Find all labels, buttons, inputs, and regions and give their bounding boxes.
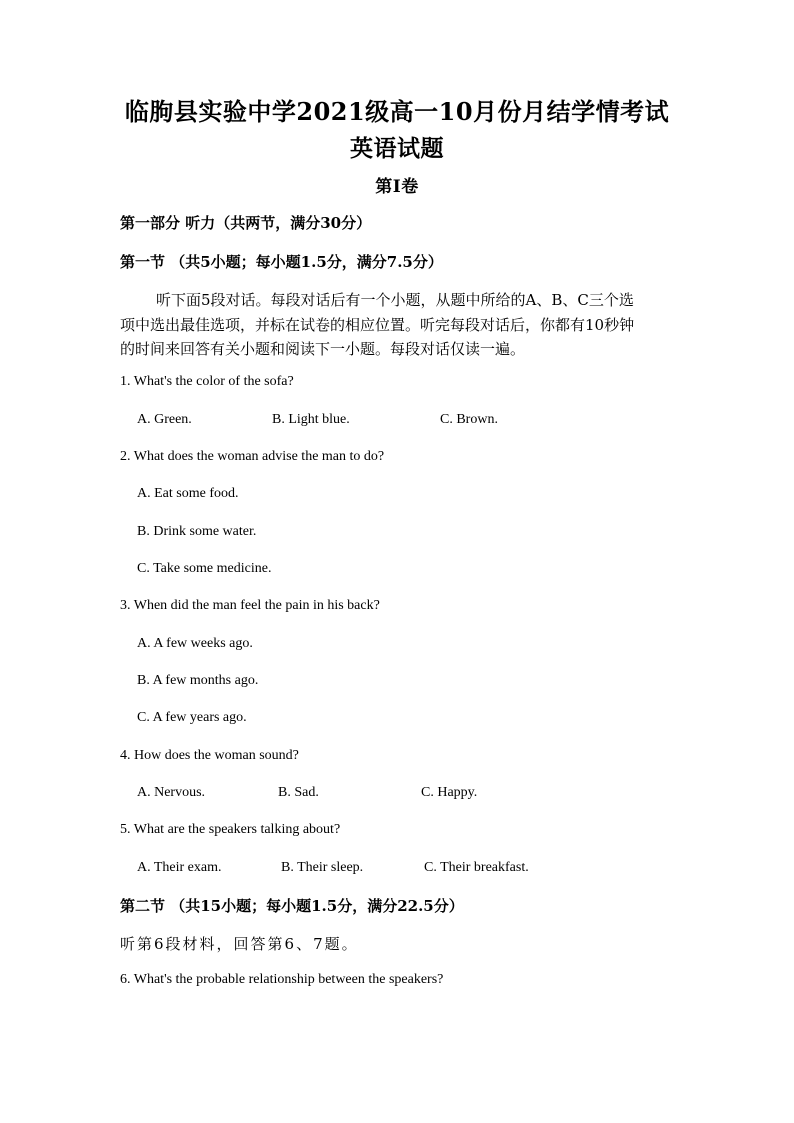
- question-1-stem: 1. What's the color of the sofa?: [120, 374, 294, 389]
- question-5-option-c[interactable]: C. Their breakfast.: [424, 860, 529, 875]
- instruction-line-3: 的时间来回答有关小题和阅读下一小题。每段对话仅读一遍。: [120, 340, 526, 358]
- question-3-stem: 3. When did the man feel the pain in his back?: [120, 598, 380, 613]
- exam-subtitle: 英语试题: [350, 135, 444, 162]
- question-2-option-b[interactable]: B. Drink some water.: [137, 524, 257, 539]
- section1-heading: 第一节 （共5小题；每小题1.5分，满分7.5分）: [120, 253, 443, 271]
- question-5-stem: 5. What are the speakers talking about?: [120, 822, 341, 837]
- instruction-line-1: 听下面5段对话。每段对话后有一个小题，从题中所给的A、B、C三个选: [156, 291, 634, 309]
- question-6-stem: 6. What's the probable relationship between the speakers?: [120, 972, 444, 987]
- question-1-option-b[interactable]: B. Light blue.: [272, 412, 350, 427]
- question-5-option-a[interactable]: A. Their exam.: [137, 860, 222, 875]
- question-2-option-a[interactable]: A. Eat some food.: [137, 486, 239, 501]
- volume-label: 第I卷: [375, 177, 419, 197]
- question-5-option-b[interactable]: B. Their sleep.: [281, 860, 364, 875]
- question-2-stem: 2. What does the woman advise the man to do?: [120, 449, 385, 464]
- question-1-option-a[interactable]: A. Green.: [137, 412, 192, 427]
- part1-heading: 第一部分 听力（共两节，满分30分）: [120, 214, 372, 232]
- question-3-option-b[interactable]: B. A few months ago.: [137, 673, 259, 688]
- question-4-option-b[interactable]: B. Sad.: [278, 785, 319, 800]
- question-4-option-c[interactable]: C. Happy.: [421, 785, 478, 800]
- question-4-stem: 4. How does the woman sound?: [120, 748, 299, 763]
- section2-heading: 第二节 （共15小题；每小题1.5分，满分22.5分）: [120, 897, 464, 915]
- exam-title: 临朐县实验中学2021级高一10月份月结学情考试: [124, 97, 670, 126]
- question-2-option-c[interactable]: C. Take some medicine.: [137, 561, 272, 576]
- instruction-line-2: 项中选出最佳选项，并标在试卷的相应位置。听完每段对话后，你都有10秒钟: [120, 316, 635, 334]
- question-3-option-c[interactable]: C. A few years ago.: [137, 710, 247, 725]
- question-4-option-a[interactable]: A. Nervous.: [137, 785, 206, 800]
- question-1-option-c[interactable]: C. Brown.: [440, 412, 498, 427]
- section2-instruction: 听第6段材料，回答第6、7题。: [120, 935, 359, 953]
- question-3-option-a[interactable]: A. A few weeks ago.: [137, 636, 253, 651]
